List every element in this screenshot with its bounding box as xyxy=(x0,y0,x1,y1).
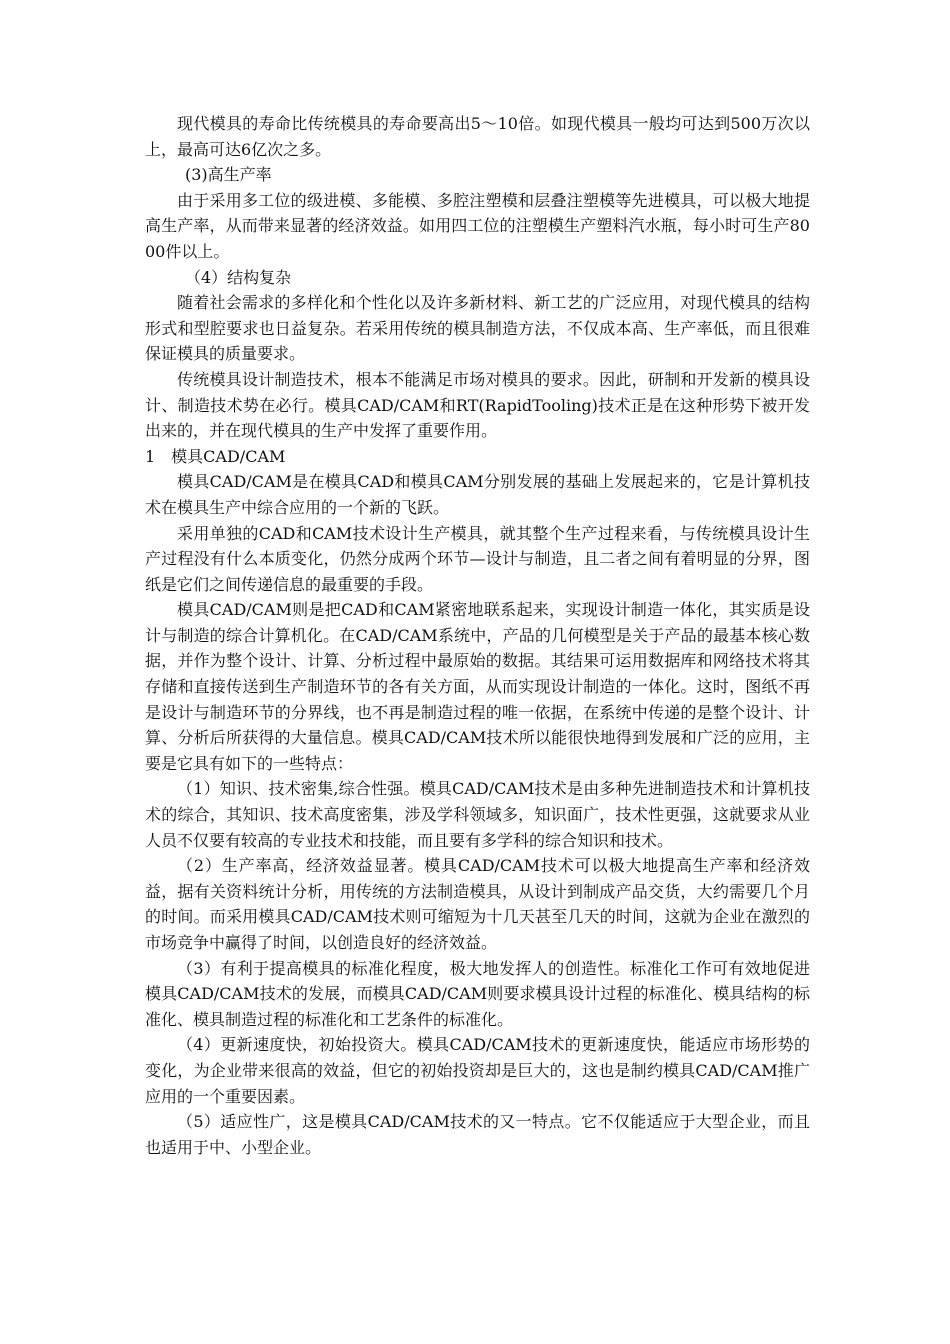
paragraph-cad-cam-intro: 模具CAD/CAM是在模具CAD和模具CAM分别发展的基础上发展起来的，它是计算机技术在模具生产中综合应用的一个新的飞跃。 xyxy=(145,472,810,517)
paragraph-separate-cad-cam: 采用单独的CAD和CAM技术设计生产模具，就其整个生产过程来看，与传统模具设计生产过程没有什么本质变化，仍然分成两个环节—设计与制造，且二者之间有着明显的分界，图纸是它们之间传递信息的最重要的手段。 xyxy=(145,523,810,594)
paragraph-complex-structure: 随着社会需求的多样化和个性化以及许多新材料、新工艺的广泛应用，对现代模具的结构形式和型腔要求也日益复杂。若采用传统的模具制造方法，不仅成本高、生产率低，而且很难保证模具的质量要求。 xyxy=(145,293,810,364)
paragraph-mold-lifespan: 现代模具的寿命比传统模具的寿命要高出5～10倍。如现代模具一般均可达到500万次以上，最高可达6亿次之多。 xyxy=(145,114,810,159)
paragraph-integrated-cad-cam: 模具CAD/CAM则是把CAD和CAM紧密地联系起来，实现设计制造一体化，其实质是设计与制造的综合计算机化。在CAD/CAM系统中，产品的几何模型是关于产品的最基本核心数据，并作为整个设计、计算、分析过程中最原始的数据。其结果可运用数据库和网络技术将其存储和直接传送到生产制造环节的各有关方面，从而实现设计制造的一体化。这时，图纸不再是设计与制造环节的分界线，也不再是制造过程的唯一依据，在系统中传递的是整个设计、计算、分析后所获得的大量信息。模具CAD/CAM技术所以能很快地得到发展和广泛的应用，主要是它具有如下的一些特点： xyxy=(145,600,810,773)
paragraph-feature-2: （2）生产率高，经济效益显著。模具CAD/CAM技术可以极大地提高生产率和经济效益，据有关资料统计分析，用传统的方法制造模具，从设计到制成产品交货，大约需要几个月的时间。而采用模具CAD/CAM技术则可缩短为十几天甚至几天的时间，这就为企业在激烈的市场竞争中赢得了时间，以创造良好的经济效益。 xyxy=(145,856,810,952)
paragraph-feature-3: （3）有利于提高模具的标准化程度，极大地发挥人的创造性。标准化工作可有效地促进模具CAD/CAM技术的发展，而模具CAD/CAM则要求模具设计过程的标准化、模具结构的标准化、模具制造过程的标准化和工艺条件的标准化。 xyxy=(145,958,810,1029)
paragraph-productivity: 由于采用多工位的级进模、多能模、多腔注塑模和层叠注塑模等先进模具，可以极大地提高生产率，从而带来显著的经济效益。如用四工位的注塑模生产塑料汽水瓶，每小时可生产8000件以上。 xyxy=(145,190,810,261)
paragraph-feature-5: （5）适应性广，这是模具CAD/CAM技术的又一特点。它不仅能适应于大型企业，而且也适用于中、小型企业。 xyxy=(145,1112,810,1157)
heading-complex-structure: （4）结构复杂 xyxy=(185,267,292,287)
paragraph-traditional-tech: 传统模具设计制造技术，根本不能满足市场对模具的要求。因此，研制和开发新的模具设计、制造技术势在必行。模具CAD/CAM和RT(RapidTooling)技术正是在这种形势下被开发出来的，并在现代模具的生产中发挥了重要作用。 xyxy=(145,369,810,441)
section-heading-cad-cam: 1 模具CAD/CAM xyxy=(145,446,286,466)
paragraph-feature-1: （1）知识、技术密集,综合性强。模具CAD/CAM技术是由多种先进制造技术和计算机技术的综合，其知识、技术高度密集，涉及学科领域多，知识面广，技术性更强，这就要求从业人员不仅要有较高的专业技术和技能，而且要有多学科的综合知识和技术。 xyxy=(145,779,810,850)
heading-high-productivity: (3)高生产率 xyxy=(185,165,272,185)
paragraph-feature-4: （4）更新速度快，初始投资大。模具CAD/CAM技术的更新速度快，能适应市场形势的变化，为企业带来很高的效益，但它的初始投资却是巨大的，这也是制约模具CAD/CAM推广应用的一个重要因素。 xyxy=(145,1035,810,1106)
document-page xyxy=(145,111,810,1160)
